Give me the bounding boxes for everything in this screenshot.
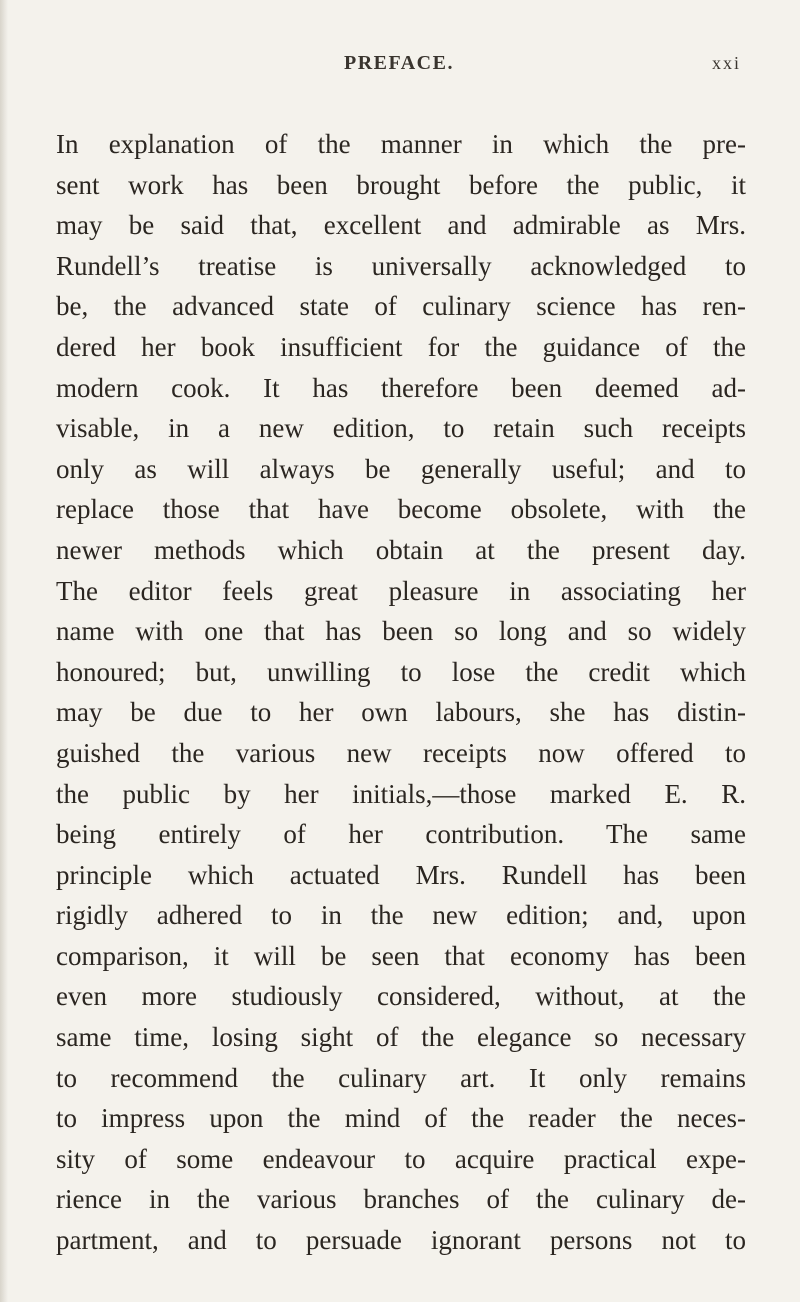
text-line: sent work has been brought before the public, it	[56, 169, 746, 200]
page-header	[0, 52, 800, 82]
text-line: modern cook. It has therefore been deemed ad-	[56, 372, 746, 403]
text-line: newer methods which obtain at the present day.	[56, 534, 746, 565]
text-line: honoured; but, unwilling to lose the credit which	[56, 656, 746, 687]
text-line: rigidly adhered to in the new edition; and, upon	[56, 900, 746, 931]
text-line: Rundell’s treatise is universally acknowledged to	[56, 250, 746, 281]
text-line: partment, and to persuade ignorant persons not to	[56, 1225, 746, 1256]
text-line: being entirely of her contribution. The same	[56, 819, 746, 850]
text-line: visable, in a new edition, to retain such receipts	[56, 413, 746, 444]
text-line: dered her book insufficient for the guidance of the	[56, 331, 746, 362]
text-line: to impress upon the mind of the reader the neces-	[56, 1103, 746, 1134]
text-line: guished the various new receipts now offered to	[56, 737, 746, 768]
text-line: principle which actuated Mrs. Rundell has been	[56, 859, 746, 890]
text-line: In explanation of the manner in which the pre-	[56, 129, 746, 159]
text-line: even more studiously considered, without, at the	[56, 981, 746, 1012]
text-line: replace those that have become obsolete, with the	[56, 494, 746, 525]
text-line: The editor feels great pleasure in associating her	[56, 575, 746, 606]
text-line: same time, losing sight of the elegance so necessary	[56, 1022, 746, 1053]
preface-paragraph	[56, 124, 746, 1261]
text-line: sity of some endeavour to acquire practical expe-	[56, 1143, 746, 1174]
text-line: the public by her initials,—those marked E. R.	[56, 778, 746, 809]
running-title: PREFACE.	[344, 52, 454, 74]
page-left-edge-shadow	[0, 0, 8, 1302]
text-line: may be due to her own labours, she has distin-	[56, 697, 746, 728]
text-line: be, the advanced state of culinary science has ren-	[56, 291, 746, 322]
text-line: name with one that has been so long and so widely	[56, 616, 746, 647]
text-line: may be said that, excellent and admirable as Mrs.	[56, 210, 746, 241]
text-line: rience in the various branches of the culinary de-	[56, 1184, 746, 1215]
page-number: xxi	[712, 53, 742, 73]
text-line: to recommend the culinary art. It only remains	[56, 1062, 746, 1093]
text-line: comparison, it will be seen that economy has been	[56, 940, 746, 971]
text-line: only as will always be generally useful; and to	[56, 453, 746, 484]
